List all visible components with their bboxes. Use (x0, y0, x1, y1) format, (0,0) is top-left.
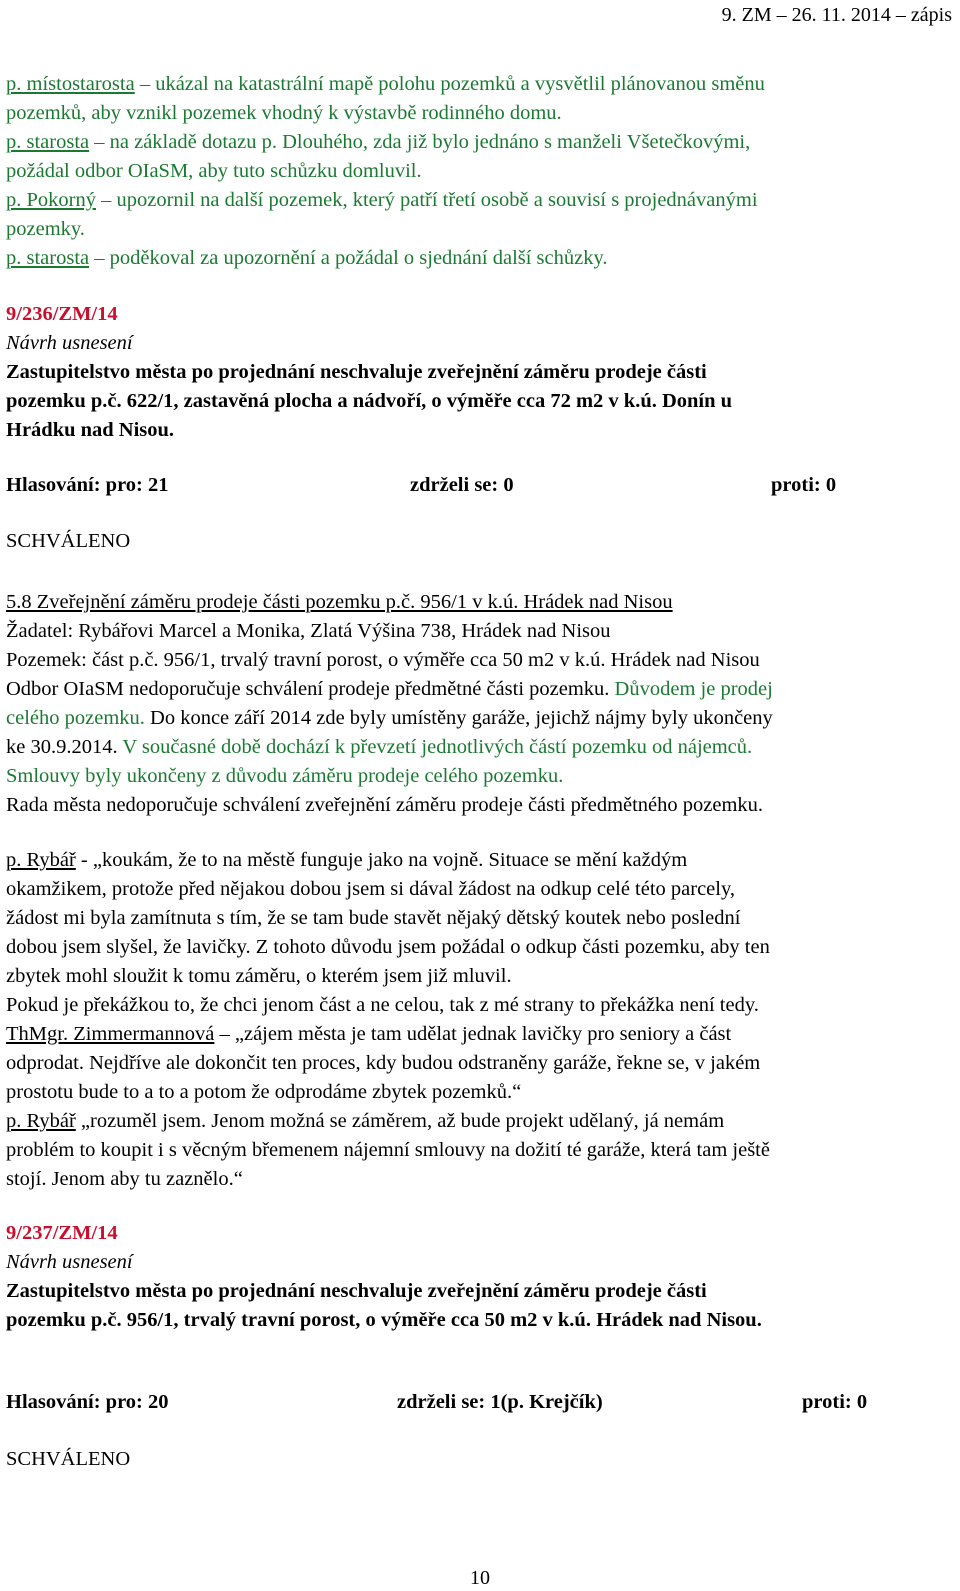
speaker-mistostarosta: p. místostarosta (6, 73, 135, 95)
statement-text: požádal odbor OIaSM, aby tuto schůzku domluvil. (6, 160, 422, 182)
item-parcel: Pozemek: část p.č. 956/1, trvalý travní porost, o výměře cca 50 m2 v k.ú. Hrádek nad Nisou (6, 649, 760, 671)
statement-text: prostotu bude to a to a potom že odprodáme zbytek pozemků.“ (6, 1081, 522, 1103)
item-title: 5.8 Zveřejnění záměru prodeje části pozemku p.č. 956/1 v k.ú. Hrádek nad Nisou (6, 591, 673, 613)
resolution-1 (6, 300, 732, 445)
speaker-zimmermannova: ThMgr. Zimmermannová (6, 1023, 215, 1045)
statement-text: – poděkoval za upozornění a požádal o sjednání další schůzky. (89, 247, 608, 269)
statement-text: – ukázal na katastrální mapě polohu pozemků a vysvětlil plánovanou směnu (134, 73, 765, 95)
resolution-text: pozemku p.č. 622/1, zastavěná plocha a nádvoří, o výměře cca 72 m2 v k.ú. Donín u (6, 390, 733, 412)
statement-text: odprodat. Nejdříve ale dokončit ten proces, kdy budou odstraněny garáže, řekne se, v jakém (6, 1052, 761, 1074)
statement-text: – „zájem města je tam udělat jednak lavičky pro seniory a část (214, 1023, 732, 1045)
page-header: 9. ZM – 26. 11. 2014 – zápis (721, 4, 952, 26)
statement-text: Pokud je překážkou to, že chci jenom část a ne celou, tak z mé strany to překážka není tedy. (6, 994, 759, 1016)
item-text: ke 30.9.2014. (6, 736, 123, 758)
vote-abstain: zdrželi se: 0 (410, 474, 514, 496)
speaker-starosta: p. starosta (6, 131, 90, 153)
speaker-starosta: p. starosta (6, 247, 90, 269)
item-text: Smlouvy byly ukončeny z důvodu záměru prodeje celého pozemku. (6, 765, 564, 787)
resolution-text: pozemku p.č. 956/1, trvalý travní porost, o výměře cca 50 m2 v k.ú. Hrádek nad Nisou. (6, 1309, 762, 1331)
vote-against: proti: 0 (802, 1391, 868, 1413)
resolution-label: Návrh usnesení (6, 332, 133, 354)
vote-for: Hlasování: pro: 21 (6, 474, 169, 496)
speaker-rybar: p. Rybář (6, 849, 76, 871)
resolution-2 (6, 1219, 762, 1335)
item-text: celého pozemku. (6, 707, 151, 729)
discussion-block-1 (6, 70, 765, 273)
statement-text: zbytek mohl sloužit k tomu záměru, o kterém jsem již mluvil. (6, 965, 512, 987)
statement-text: „rozuměl jsem. Jenom možná se záměrem, až bude projekt udělaný, já nemám (75, 1110, 725, 1132)
item-applicant: Žadatel: Rybářovi Marcel a Monika, Zlatá Výšina 738, Hrádek nad Nisou (6, 620, 611, 642)
resolution-text: Zastupitelstvo města po projednání neschvaluje zveřejnění záměru prodeje části (6, 1280, 707, 1302)
statement-text: pozemky. (6, 218, 85, 240)
discussion-block-2 (6, 846, 770, 1194)
resolution-label: Návrh usnesení (6, 1251, 133, 1273)
speaker-rybar: p. Rybář (6, 1110, 76, 1132)
item-text: Odbor OIaSM nedoporučuje schválení prodeje předmětné části pozemku. (6, 678, 615, 700)
statement-text: stojí. Jenom aby tu zaznělo.“ (6, 1168, 243, 1190)
speaker-pokorny: p. Pokorný (6, 189, 96, 211)
statement-text: pozemků, aby vznikl pozemek vhodný k výstavbě rodinného domu. (6, 102, 562, 124)
vote-for: Hlasování: pro: 20 (6, 1391, 169, 1413)
statement-text: okamžikem, protože před nějakou dobou jsem si dával žádost na odkup celé této parcely, (6, 878, 736, 900)
statement-text: dobou jsem slyšel, že lavičky. Z tohoto důvodu jsem požádal o odkup části pozemku, aby ten (6, 936, 770, 958)
vote-against: proti: 0 (771, 474, 837, 496)
item-text: Do konce září 2014 zde byly umístěny garáže, jejichž nájmy byly ukončeny (150, 707, 773, 729)
statement-text: žádost mi byla zamítnuta s tím, že se tam bude stavět nějaký dětský koutek nebo poslední (6, 907, 741, 929)
resolution-text: Zastupitelstvo města po projednání neschvaluje zveřejnění záměru prodeje části (6, 361, 707, 383)
item-text: V současné době dochází k převzetí jednotlivých částí pozemku od nájemců. (122, 736, 753, 758)
council-recommendation: Rada města nedoporučuje schválení zveřejnění záměru prodeje části předmětného pozemku. (6, 794, 764, 816)
statement-text: – upozornil na další pozemek, který patří třetí osobě a souvisí s projednávanými (95, 189, 758, 211)
resolution-number: 9/236/ZM/14 (6, 303, 118, 325)
result-approved: SCHVÁLENO (6, 1448, 131, 1470)
result-approved: SCHVÁLENO (6, 530, 131, 552)
statement-text: problém to koupit i s věcným břemenem nájemní smlouvy na dožití té garáže, která tam ještě (6, 1139, 770, 1161)
resolution-text: Hrádku nad Nisou. (6, 419, 175, 441)
page-number: 10 (470, 1567, 490, 1589)
vote-abstain: zdrželi se: 1(p. Krejčík) (397, 1391, 603, 1413)
resolution-number: 9/237/ZM/14 (6, 1222, 118, 1244)
item-text: Důvodem je prodej (614, 678, 773, 700)
statement-text: - „koukám, že to na městě funguje jako na vojně. Situace se mění každým (75, 849, 688, 871)
agenda-item-5-8 (6, 588, 773, 820)
statement-text: – na základě dotazu p. Dlouhého, zda již bylo jednáno s manželi Všetečkovými, (89, 131, 751, 153)
